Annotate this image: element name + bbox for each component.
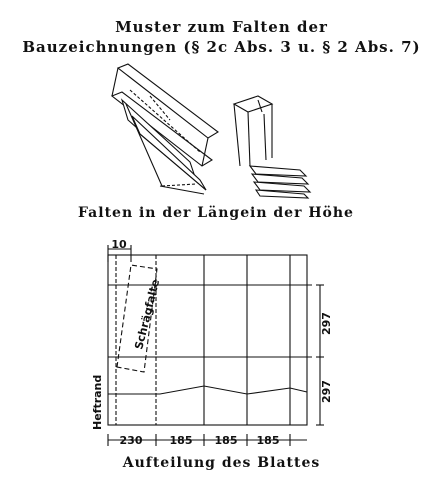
- length-fold-illustration: [112, 64, 218, 194]
- bottom-dim-1: 230: [119, 434, 143, 447]
- height-fold-illustration: [234, 96, 310, 198]
- right-dim-bottom: 297: [320, 380, 333, 403]
- dim-top-10: 10: [111, 238, 127, 251]
- bottom-dim-4: 185: [256, 434, 280, 447]
- right-dim-top: 297: [320, 312, 333, 335]
- bottom-dim-2: 185: [169, 434, 193, 447]
- title-line-1: Muster zum Falten der: [115, 18, 328, 36]
- bottom-dim-3: 185: [214, 434, 238, 447]
- heftrand-label: Heftrand: [91, 374, 104, 430]
- caption-length: Falten in der Länge: [78, 205, 251, 221]
- caption-height: in der Höhe: [250, 205, 354, 221]
- schraegfalte-label: Schrägfalte: [132, 278, 163, 351]
- title-line-2: Bauzeichnungen (§ 2c Abs. 3 u. § 2 Abs. 7): [22, 38, 421, 56]
- caption-bottom: Aufteilung des Blattes: [122, 455, 321, 471]
